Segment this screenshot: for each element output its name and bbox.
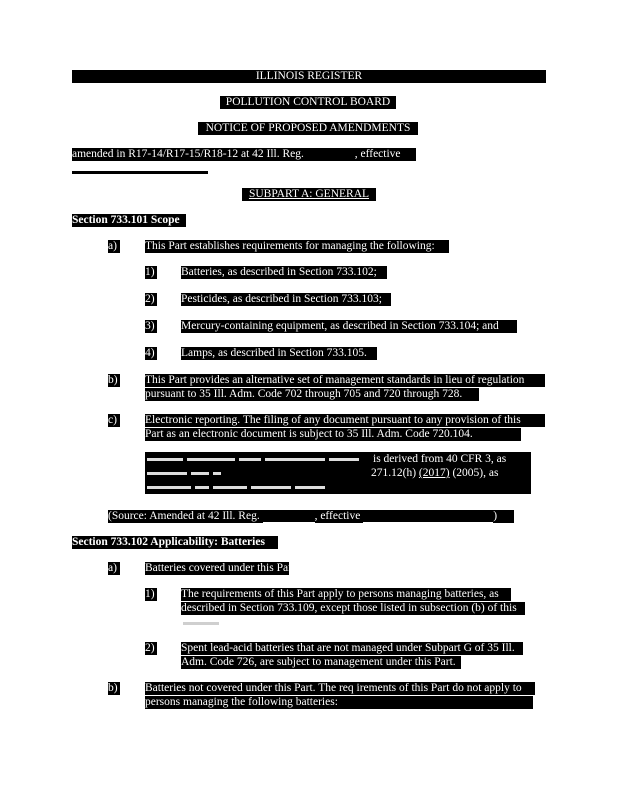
s102-item-1-line-1: The requirements of this Part apply to persons managing batteries, as	[181, 588, 511, 601]
s102-item-2-num: 2)	[145, 642, 157, 655]
source-reg-blank	[263, 510, 315, 523]
section-102-heading: Section 733.102 Applicability: Batteries	[72, 536, 278, 549]
s102-item-2-line-2: Adm. Code 726, are subject to management under this Part.	[181, 656, 461, 669]
s102-a-text: Batteries covered under this Part.	[145, 562, 298, 574]
s101-item-1-text: Batteries, as described in Section 733.102;	[181, 266, 387, 279]
s102-a-label: a)	[108, 562, 120, 575]
s101-b-line-2: pursuant to 35 Ill. Adm. Code 702 through 705 and 720 through 728.	[145, 388, 479, 401]
s101-item-2-text: Pesticides, as described in Section 733.103;	[181, 293, 391, 306]
reg-blank	[307, 148, 355, 160]
separator-line	[72, 171, 208, 174]
s101-b-label: b)	[108, 374, 120, 387]
board-note-line-2: 271.12(h) (2017) (2005), as	[145, 466, 531, 480]
s101-b-line-1: This Part provides an alternative set of management standards in lieu of regulation	[145, 374, 545, 387]
s101-c-line-1: Electronic reporting. The filing of any document pursuant to any provision of this	[145, 414, 545, 427]
register-title: ILLINOIS REGISTER	[255, 70, 363, 82]
s102-b-label: b)	[108, 682, 120, 695]
s102-item-1-line-3	[181, 617, 221, 625]
section-101-heading: Section 733.101 Scope	[72, 214, 186, 227]
subpart-title: SUBPART A: GENERAL	[242, 188, 376, 201]
board-note-line-1: is derived from 40 CFR 3, as	[145, 452, 531, 466]
board-note	[145, 452, 531, 494]
s101-c-line-2: Part as an electronic document is subject to 35 Ill. Adm. Code 720.104.	[145, 428, 521, 441]
source-date-blank	[363, 510, 493, 523]
register-banner	[72, 70, 546, 83]
source-line: (Source: Amended at 42 Ill. Reg. , effective )	[108, 510, 514, 523]
s102-item-2-line-1: Spent lead-acid batteries that are not managed under Subpart G of 35 Ill.	[181, 642, 523, 655]
amended-line: amended in R17-14/R17-15/R18-12 at 42 Ill. Reg. , effective	[72, 148, 416, 161]
s101-c-label: c)	[108, 414, 120, 427]
s101-a-text: This Part establishes requirements for managing the following:	[145, 240, 449, 253]
s101-item-4-num: 4)	[145, 347, 157, 360]
s101-a-label: a)	[108, 240, 120, 253]
s102-b-line-2: persons managing the following batteries:	[145, 696, 533, 709]
s102-item-1-num: 1)	[145, 588, 157, 601]
s101-item-1-num: 1)	[145, 266, 157, 279]
s101-item-4-text: Lamps, as described in Section 733.105.	[181, 347, 377, 360]
s101-item-3-num: 3)	[145, 320, 157, 333]
s102-item-1-line-2: described in Section 733.109, except those listed in subsection (b) of this	[181, 602, 525, 615]
s102-b-line-1: Batteries not covered under this Part. The req irements of this Part do not apply to	[145, 682, 535, 695]
s101-item-3-text: Mercury-containing equipment, as described in Section 733.104; and	[181, 320, 517, 333]
board-title: POLLUTION CONTROL BOARD	[220, 96, 396, 109]
notice-title: NOTICE OF PROPOSED AMENDMENTS	[198, 122, 418, 135]
s101-item-2-num: 2)	[145, 293, 157, 306]
board-note-line-3	[145, 480, 375, 494]
